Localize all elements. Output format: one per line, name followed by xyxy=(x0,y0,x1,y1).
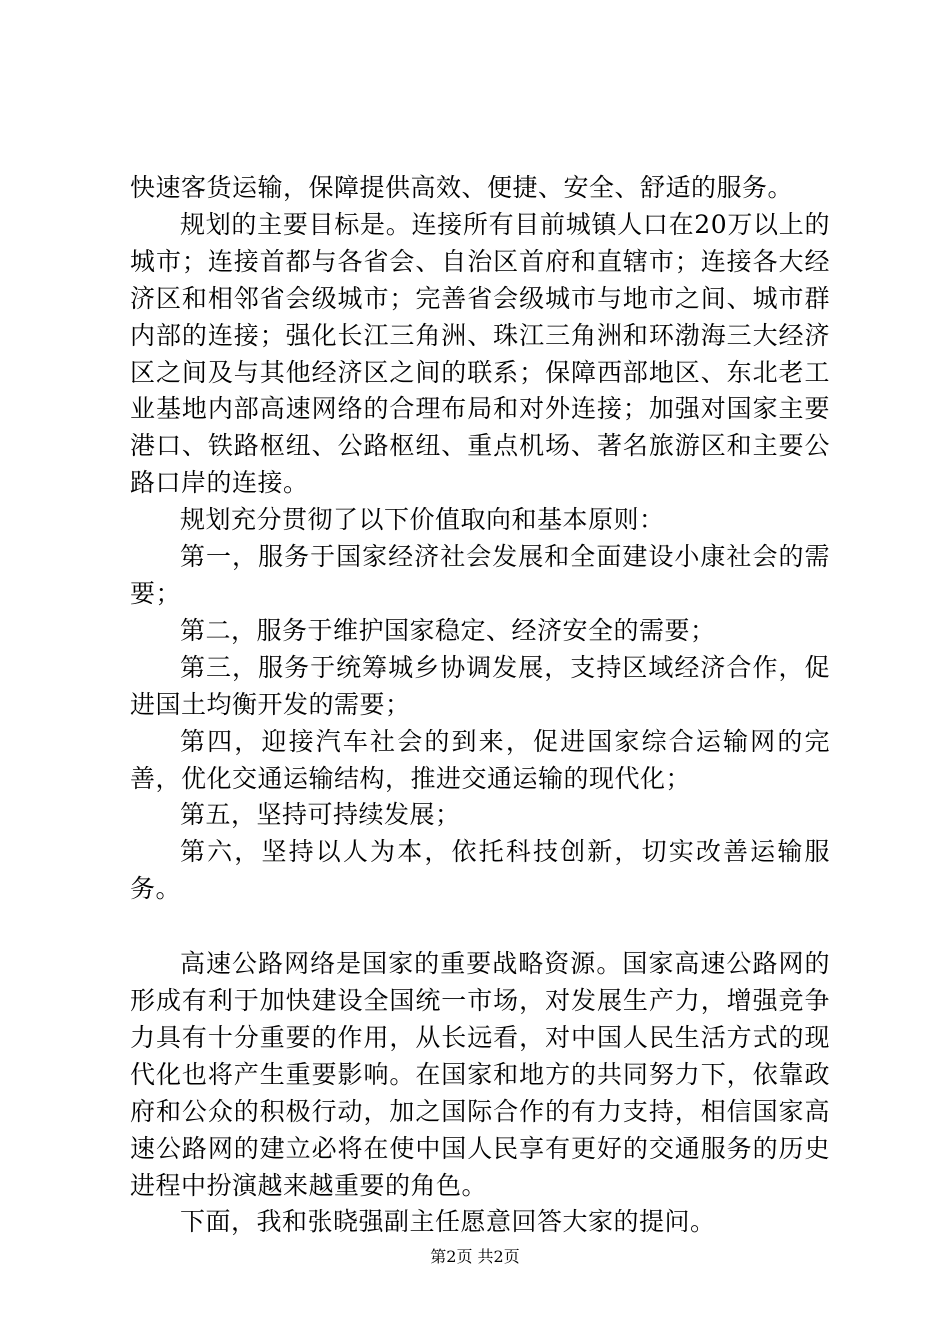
paragraph-gap xyxy=(130,908,830,946)
paragraph-principle-2: 第二，服务于维护国家稳定、经济安全的需要； xyxy=(180,615,716,645)
paragraph-principle-1: 第一，服务于国家经济社会发展和全面建设小康社会的需要； xyxy=(130,542,830,608)
paragraph-continuation: 快速客货运输，保障提供高效、便捷、安全、舒适的服务。 xyxy=(130,173,794,202)
page-footer: 第2页 共2页 xyxy=(430,1247,520,1266)
paragraph-principle-5: 第五，坚持可持续发展； xyxy=(180,800,461,830)
paragraph-principle-4: 第四，迎接汽车社会的到来，促进国家综合运输网的完善，优化交通运输结构，推进交通运输的现代化； xyxy=(130,726,830,793)
paragraph-highway-network: 高速公路网络是国家的重要战略资源。国家高速公路网的形成有利于加快建设全国统一市场，对发展生产力，增强竞争力具有十分重要的作用，从长远看，对中国人民生活方式的现代化也将产生重要影响。在国家和地方的共同努力下，依靠政府和公众的积极行动，加之国际合作的有力支持，相信国家高速公路网的建立必将在使中国人民享有更好的交通服务的历史进程中扮演越来越重要的角色。 xyxy=(130,949,830,1200)
paragraph-planning-goals: 规划的主要目标是。连接所有目前城镇人口在20万以上的城市；连接首都与各省会、自治区首府和直辖市；连接各大经济区和相邻省会级城市；完善省会级城市与地市之间、城市群内部的连接；强化长江三角洲、珠江三角洲和环渤海三大经济区之间及与其他经济区之间的联系；保障西部地区、东北老工业基地内部高速网络的合理布局和对外连接；加强对国家主要港口、铁路枢纽、公路枢纽、重点机场、著名旅游区和主要公路口岸的连接。 xyxy=(130,209,830,498)
paragraph-principle-6: 第六，坚持以人为本，依托科技创新，切实改善运输服务。 xyxy=(130,837,830,904)
paragraph-principle-3: 第三，服务于统筹城乡协调发展，支持区域经济合作，促进国土均衡开发的需要； xyxy=(130,652,830,719)
paragraph-principles-intro: 规划充分贯彻了以下价值取向和基本原则： xyxy=(180,505,665,535)
paragraph-questions: 下面，我和张晓强副主任愿意回答大家的提问。 xyxy=(180,1207,716,1237)
document-body xyxy=(130,170,830,1241)
